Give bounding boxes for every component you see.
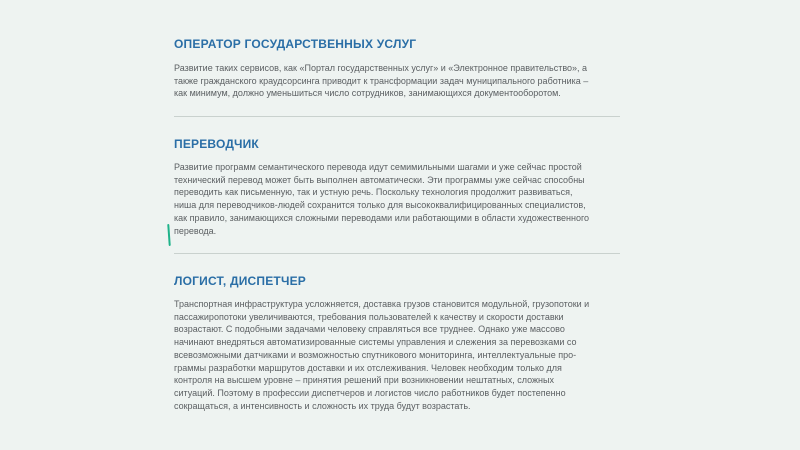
section-divider xyxy=(174,253,620,254)
section-translator xyxy=(174,137,620,237)
section-body: Развитие таких сервисов, как «Портал государственных услуг» и «Электронное правительство», а также гражданского краудсорсинга приводит к трансформации задач муниципального работника – как минимум, должно уменьшиться число сотрудников, занимающихся документооборотом. xyxy=(174,63,589,99)
section-government-services-operator xyxy=(174,37,620,100)
section-logistician-dispatcher xyxy=(174,274,620,412)
section-body: Развитие программ семантического перевода идут семимильными шагами и уже сейчас простой технический перевод может быть выполнен автоматически. Эти программы уже сейчас способны переводить как письменную, так и устную речь. Поскольку технология продолжит развиваться, ниша для переводчиков-людей сохранится только для высококвалифицированных специалистов, как правило, занимающихся сложными переводами или работающими в области художественного перевода. xyxy=(174,162,590,236)
text-cursor-icon xyxy=(167,224,171,246)
section-title: ПЕРЕВОДЧИК xyxy=(174,137,259,151)
section-title: ЛОГИСТ, ДИСПЕТЧЕР xyxy=(174,274,306,288)
section-title: ОПЕРАТОР ГОСУДАРСТВЕННЫХ УСЛУГ xyxy=(174,37,417,51)
section-divider xyxy=(174,116,620,117)
section-body: Транспортная инфраструктура усложняется, доставка грузов становится модульной, грузопотоки и пассажиропотоки увеличиваются, требования пользователей к качеству и скорости доставки возрастают. С подобными задачами человеку справляться все труднее. Однако уже массово начинают внедряться автоматизированные системы управления и слежения за перевозками со всевозможными датчиками и возможностью спутникового мониторинга, интеллектуальные про- граммы разработки маршрутов доставки и их отслеживания. Человек необходим только для контроля на высшем уровне – принятия решений при возникновении нештатных, сложных ситуаций. Поэтому в профессии диспетчеров и логистов число работников будет постепенно сокращаться, а интенсивность и сложность их труда будут возрастать. xyxy=(174,299,590,411)
